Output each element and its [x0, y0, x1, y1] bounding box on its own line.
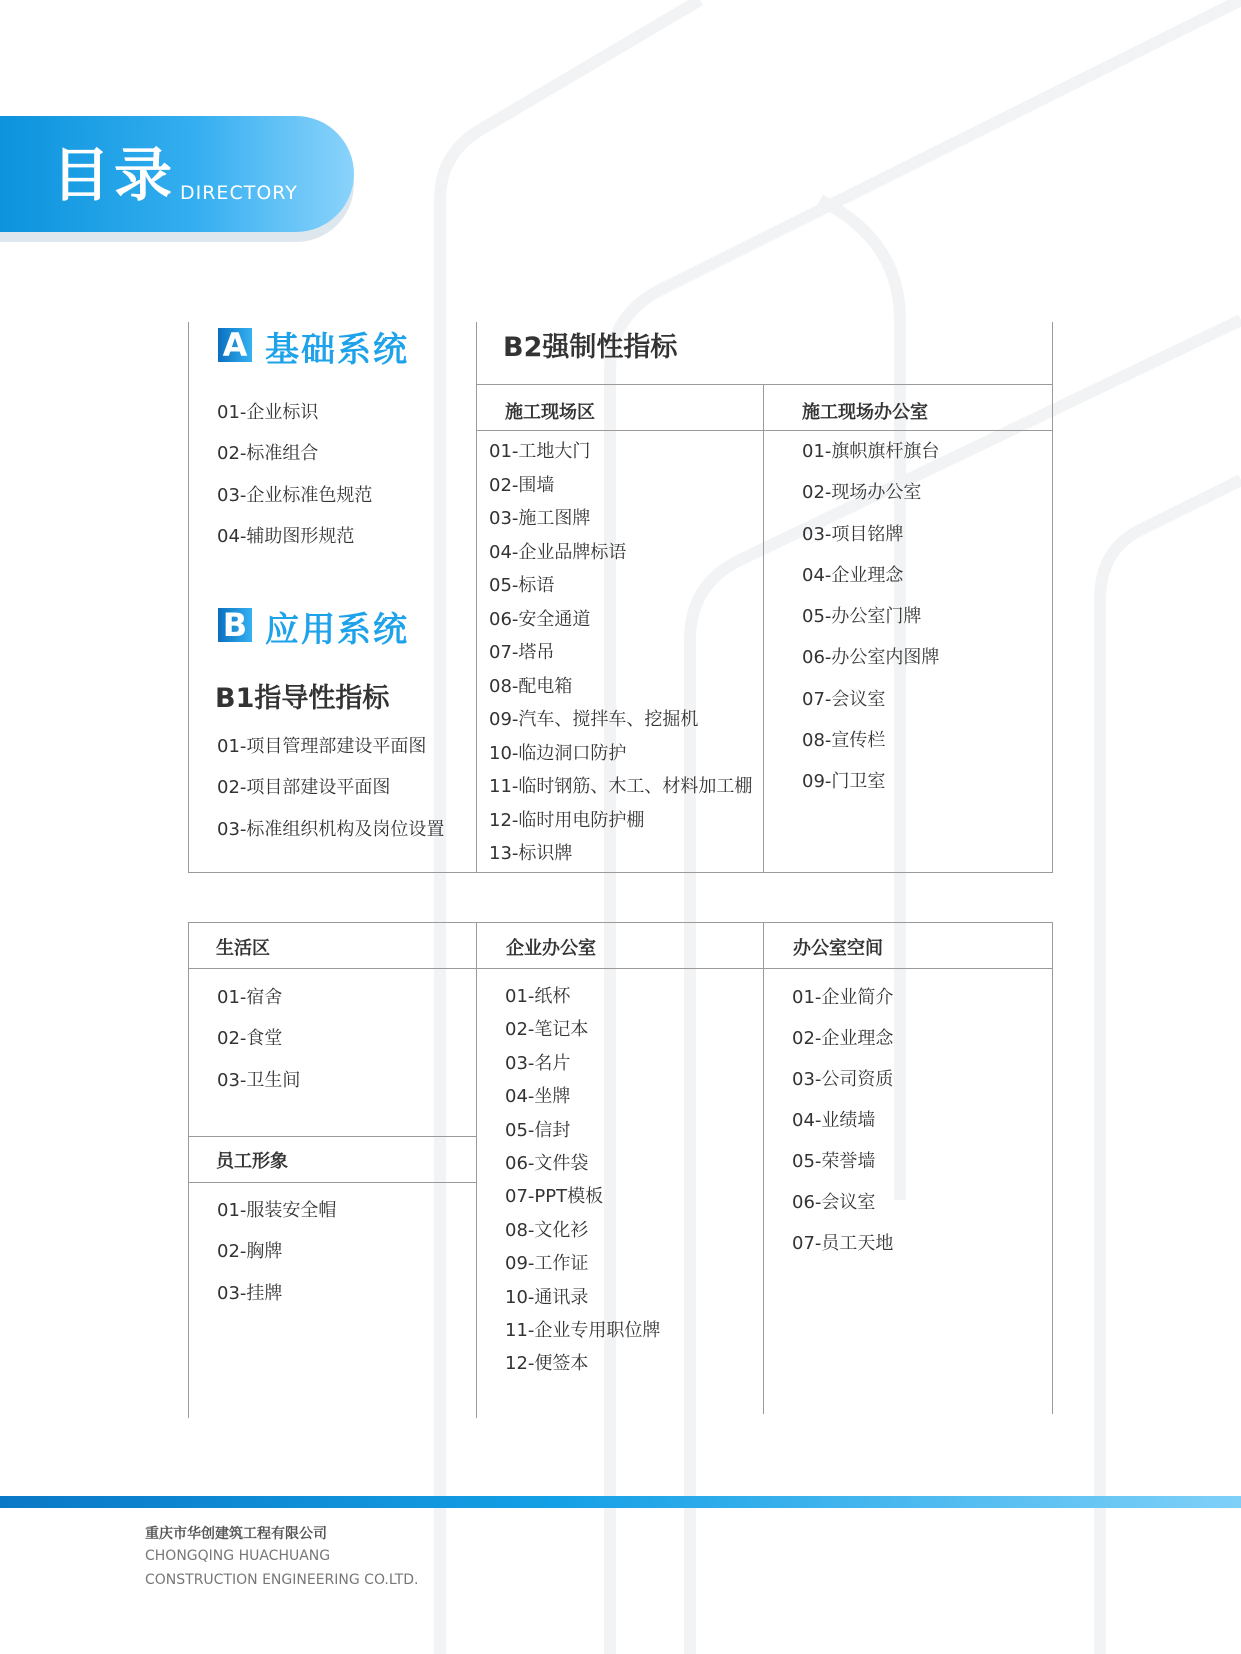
- section-b-title: 应用系统: [265, 610, 409, 650]
- office-space-heading: 办公室空间: [793, 938, 883, 959]
- company-name-en-line2: CONSTRUCTION ENGINEERING CO.LTD.: [145, 1572, 419, 1588]
- list-item[interactable]: 07-员工天地: [792, 1233, 894, 1254]
- list-item[interactable]: 04-业绩墙: [792, 1110, 876, 1131]
- list-item[interactable]: 05-标语: [489, 575, 555, 596]
- staff-image-head-rule: [188, 1182, 476, 1183]
- list-item[interactable]: 02-胸牌: [217, 1241, 283, 1263]
- list-item[interactable]: 03-挂牌: [217, 1282, 283, 1304]
- list-item[interactable]: 01-企业标识: [217, 402, 319, 423]
- list-item[interactable]: 06-安全通道: [489, 608, 591, 630]
- list-item[interactable]: 04-坐牌: [505, 1086, 571, 1108]
- table1-right-border: [1052, 322, 1053, 873]
- list-item[interactable]: 13-标识牌: [489, 843, 573, 864]
- list-item[interactable]: 01-宿舍: [217, 987, 283, 1008]
- table1-divider-1: [476, 322, 477, 873]
- list-item[interactable]: 07-塔吊: [489, 642, 555, 663]
- site-office-list: [802, 437, 939, 809]
- section-b-icon: B: [218, 608, 252, 642]
- construction-area-heading: 施工现场区: [505, 402, 595, 423]
- list-item[interactable]: 03-标准组织机构及岗位设置: [217, 818, 445, 840]
- list-item[interactable]: 08-宣传栏: [802, 730, 886, 752]
- b2-title: B2强制性指标: [503, 332, 678, 363]
- list-item[interactable]: 03-项目铭牌: [802, 523, 904, 545]
- list-item[interactable]: 03-名片: [505, 1052, 571, 1074]
- table2-divider-1: [476, 922, 477, 1418]
- company-name-cn: 重庆市华创建筑工程有限公司: [145, 1526, 327, 1542]
- staff-image-heading: 员工形象: [216, 1151, 288, 1172]
- list-item[interactable]: 09-工作证: [505, 1253, 589, 1275]
- office-space-list: [792, 983, 893, 1270]
- list-item[interactable]: 12-临时用电防护棚: [489, 809, 645, 831]
- list-item[interactable]: 01-工地大门: [489, 441, 591, 462]
- list-item[interactable]: 06-会议室: [792, 1192, 876, 1213]
- section-a-list: [217, 398, 372, 563]
- list-item[interactable]: 04-辅助图形规范: [217, 525, 355, 547]
- list-item[interactable]: 02-现场办公室: [802, 482, 922, 504]
- table1-left-border: [188, 322, 189, 873]
- list-item[interactable]: 10-通讯录: [505, 1286, 589, 1308]
- section-a-title: 基础系统: [265, 330, 409, 370]
- list-item[interactable]: 02-项目部建设平面图: [217, 777, 391, 799]
- list-item[interactable]: 09-门卫室: [802, 771, 886, 793]
- list-item[interactable]: 03-卫生间: [217, 1069, 301, 1091]
- list-item[interactable]: 08-配电箱: [489, 675, 573, 697]
- b1-title: B1指导性指标: [215, 683, 390, 714]
- corporate-office-list: [505, 982, 660, 1383]
- footer-bar: [0, 1496, 1241, 1508]
- list-item[interactable]: 07-PPT模板: [505, 1186, 604, 1208]
- staff-image-top-rule: [188, 1136, 476, 1137]
- list-item[interactable]: 04-企业理念: [802, 564, 904, 586]
- list-item[interactable]: 04-企业品牌标语: [489, 541, 627, 563]
- list-item[interactable]: 11-企业专用职位牌: [505, 1319, 661, 1341]
- table1-b2-head-rule: [476, 430, 1053, 431]
- list-item[interactable]: 06-文件袋: [505, 1152, 589, 1174]
- list-item[interactable]: 01-服装安全帽: [217, 1200, 337, 1221]
- site-office-heading: 施工现场办公室: [802, 402, 928, 423]
- list-item[interactable]: 05-办公室门牌: [802, 606, 922, 628]
- page-subtitle: DIRECTORY: [180, 182, 298, 204]
- page-title: 目录: [52, 141, 177, 209]
- list-item[interactable]: 05-荣誉墙: [792, 1151, 876, 1172]
- list-item[interactable]: 02-企业理念: [792, 1028, 894, 1049]
- list-item[interactable]: 11-临时钢筋、木工、材料加工棚: [489, 776, 753, 797]
- table1-divider-2: [763, 384, 764, 873]
- table1-b2-title-rule: [476, 384, 1053, 385]
- table2-top-border: [188, 922, 1053, 923]
- list-item[interactable]: 02-笔记本: [505, 1019, 589, 1041]
- list-item[interactable]: 02-围墙: [489, 474, 555, 496]
- company-name-en-line1: CHONGQING HUACHUANG: [145, 1548, 331, 1564]
- b1-list: [217, 732, 444, 856]
- list-item[interactable]: 08-文化衫: [505, 1219, 589, 1241]
- list-item[interactable]: 01-企业简介: [792, 987, 894, 1008]
- construction-area-list: [489, 437, 752, 873]
- list-item[interactable]: 03-公司资质: [792, 1069, 894, 1090]
- list-item[interactable]: 06-办公室内图牌: [802, 647, 940, 669]
- list-item[interactable]: 01-旗帜旗杆旗台: [802, 441, 940, 462]
- list-item[interactable]: 07-会议室: [802, 688, 886, 710]
- table2-head-rule: [188, 968, 1053, 969]
- list-item[interactable]: 02-食堂: [217, 1028, 283, 1050]
- staff-image-list: [217, 1196, 336, 1320]
- section-a-icon: A: [218, 328, 252, 362]
- list-item[interactable]: 02-标准组合: [217, 443, 319, 465]
- list-item[interactable]: 03-企业标准色规范: [217, 484, 373, 506]
- table2-divider-2: [763, 922, 764, 1414]
- corporate-office-heading: 企业办公室: [506, 938, 596, 959]
- living-area-list: [217, 983, 300, 1107]
- list-item[interactable]: 03-施工图牌: [489, 508, 591, 529]
- table2-right-border: [1052, 922, 1053, 1414]
- list-item[interactable]: 12-便签本: [505, 1353, 589, 1375]
- list-item[interactable]: 10-临边洞口防护: [489, 742, 627, 764]
- list-item[interactable]: 05-信封: [505, 1119, 571, 1141]
- list-item[interactable]: 01-纸杯: [505, 986, 571, 1007]
- list-item[interactable]: 01-项目管理部建设平面图: [217, 736, 427, 757]
- living-area-heading: 生活区: [216, 938, 270, 959]
- table2-left-border: [188, 922, 189, 1418]
- list-item[interactable]: 09-汽车、搅拌车、挖掘机: [489, 709, 699, 730]
